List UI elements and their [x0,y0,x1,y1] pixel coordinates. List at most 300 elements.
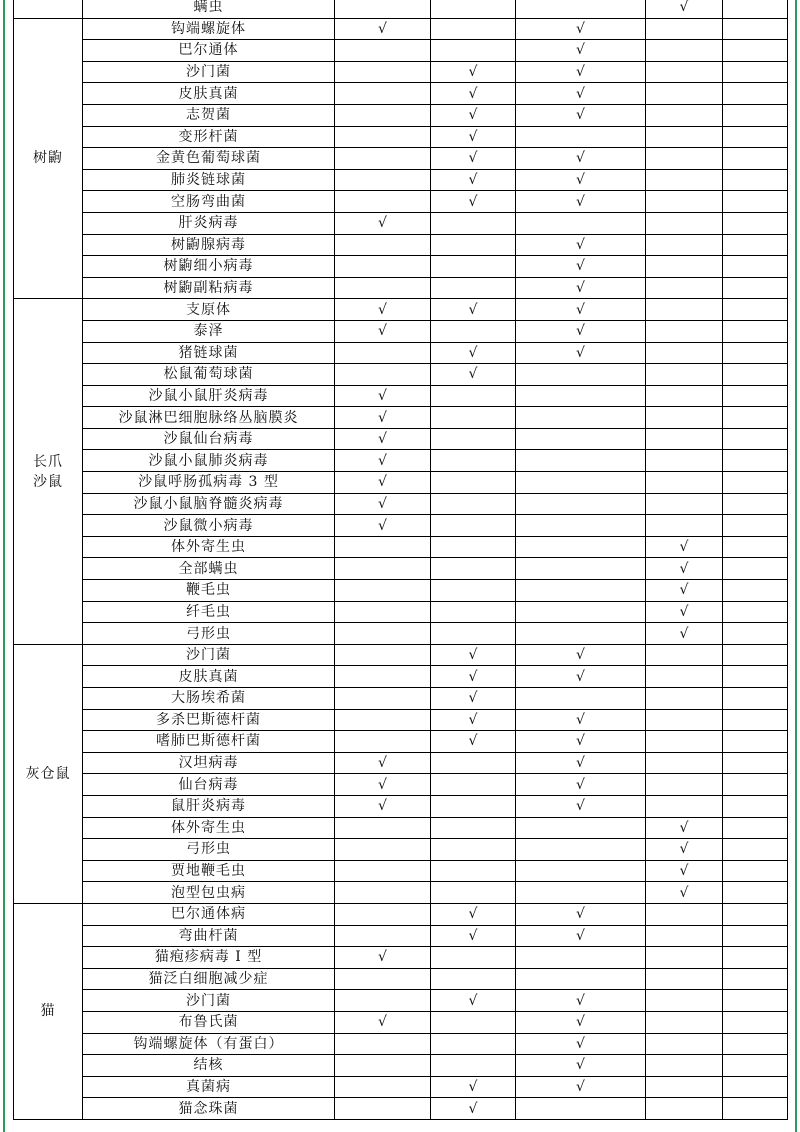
check-cell [516,0,646,18]
check-mark-icon: √ [468,1100,478,1117]
table-row [14,299,788,321]
check-cell [646,40,723,62]
table-row [14,536,788,558]
check-cell [516,860,646,882]
check-cell [431,169,516,191]
check-cell [723,277,788,299]
check-cell [335,968,431,990]
check-cell [335,256,431,278]
check-cell [516,364,646,386]
table-row [14,407,788,429]
table-row [14,688,788,710]
check-cell [723,1011,788,1033]
check-cell [335,126,431,148]
pathogen-monitoring-table [13,0,788,1120]
check-mark-icon: √ [576,301,585,318]
check-cell [723,320,788,342]
check-cell [431,536,516,558]
check-cell [431,61,516,83]
check-cell [723,385,788,407]
pathogen-name-cell: 皮肤真菌 [83,666,335,688]
check-cell [335,0,431,18]
pathogen-name-cell: 猫念珠菌 [83,1098,335,1120]
check-cell [431,0,516,18]
pathogen-name-cell: 沙鼠微小病毒 [83,515,335,537]
left-page-rule [3,0,5,1132]
check-cell [646,990,723,1012]
pathogen-name-cell: 树鼩腺病毒 [83,234,335,256]
check-cell [723,688,788,710]
check-cell [723,580,788,602]
check-mark-icon: √ [576,20,585,37]
pathogen-name-cell: 金黄色葡萄球菌 [83,148,335,170]
table-row [14,277,788,299]
check-cell [646,882,723,904]
check-mark-icon: √ [468,733,478,750]
check-cell [646,1076,723,1098]
pathogen-name-cell: 沙鼠淋巴细胞脉络丛脑膜炎 [83,407,335,429]
check-mark-icon: √ [576,42,585,59]
table-row [14,1055,788,1077]
check-mark-icon: √ [576,992,585,1009]
check-cell [723,61,788,83]
table-row [14,947,788,969]
check-cell [646,1011,723,1033]
check-cell [516,709,646,731]
check-cell [646,234,723,256]
check-mark-icon: √ [576,1057,585,1074]
pathogen-name-cell: 体外寄生虫 [83,817,335,839]
pathogen-name-cell: 树鼩细小病毒 [83,256,335,278]
check-cell [723,601,788,623]
check-cell [431,104,516,126]
check-cell [431,817,516,839]
check-cell [431,1033,516,1055]
check-cell [723,169,788,191]
check-cell [516,83,646,105]
check-cell [723,407,788,429]
pathogen-name-cell: 大肠埃希菌 [83,688,335,710]
check-cell [723,925,788,947]
check-cell [646,601,723,623]
check-mark-icon: √ [679,863,689,880]
check-cell [431,493,516,515]
check-mark-icon: √ [468,172,478,189]
check-cell [646,731,723,753]
check-cell [516,817,646,839]
check-cell [723,536,788,558]
check-mark-icon: √ [378,949,387,966]
check-cell [335,731,431,753]
check-mark-icon: √ [679,539,689,556]
pathogen-name-cell: 仙台病毒 [83,774,335,796]
check-cell [431,990,516,1012]
table-row [14,428,788,450]
table-row [14,191,788,213]
check-cell [723,774,788,796]
check-cell [431,450,516,472]
check-cell [516,472,646,494]
check-cell [516,212,646,234]
table-row [14,450,788,472]
check-cell [431,364,516,386]
table-row [14,212,788,234]
check-cell [431,666,516,688]
pathogen-name-cell: 沙门菌 [83,644,335,666]
check-cell [335,947,431,969]
check-mark-icon: √ [378,409,387,426]
check-cell [723,947,788,969]
check-cell [646,299,723,321]
pathogen-name-cell: 沙鼠呼肠孤病毒 3 型 [83,472,335,494]
check-cell [431,839,516,861]
check-mark-icon: √ [576,1078,585,1095]
check-cell [335,1055,431,1077]
table-row [14,61,788,83]
check-cell [335,688,431,710]
table-row [14,385,788,407]
check-mark-icon: √ [679,603,689,620]
check-cell [335,450,431,472]
check-mark-icon: √ [378,798,387,815]
pathogen-name-cell: 布鲁氏菌 [83,1011,335,1033]
check-mark-icon: √ [576,647,585,664]
check-cell [646,0,723,18]
check-cell [516,731,646,753]
check-cell [431,40,516,62]
check-cell [335,212,431,234]
check-cell [723,558,788,580]
check-cell [646,169,723,191]
pathogen-name-cell: 泡型包虫病 [83,882,335,904]
pathogen-name-cell: 沙鼠小鼠肺炎病毒 [83,450,335,472]
check-mark-icon: √ [378,452,387,469]
pathogen-name-cell: 弓形虫 [83,623,335,645]
check-mark-icon: √ [576,1014,585,1031]
check-cell [646,752,723,774]
check-cell [646,947,723,969]
check-cell [516,1055,646,1077]
pathogen-name-cell: 沙鼠小鼠肝炎病毒 [83,385,335,407]
table-row [14,40,788,62]
check-cell [431,1098,516,1120]
check-mark-icon: √ [679,819,689,836]
pathogen-name-cell: 多杀巴斯德杆菌 [83,709,335,731]
check-cell [646,493,723,515]
check-cell [646,212,723,234]
check-mark-icon: √ [576,107,585,124]
table-row [14,320,788,342]
check-mark-icon: √ [679,582,689,599]
check-cell [516,903,646,925]
pathogen-name-cell: 树鼩副粘病毒 [83,277,335,299]
species-group-label: 树鼩 [14,18,83,299]
check-cell [335,428,431,450]
check-cell [516,256,646,278]
table-row [14,169,788,191]
check-cell [646,1033,723,1055]
check-cell [431,407,516,429]
table-row [14,104,788,126]
check-cell [516,515,646,537]
check-mark-icon: √ [576,150,585,167]
pathogen-name-cell: 纤毛虫 [83,601,335,623]
species-group-label: 长爪 沙鼠 [14,299,83,645]
check-cell [516,839,646,861]
check-cell [431,342,516,364]
check-cell [516,126,646,148]
check-cell [516,428,646,450]
check-cell [335,817,431,839]
check-mark-icon: √ [576,755,585,772]
table-row [14,234,788,256]
pathogen-name-cell: 真菌病 [83,1076,335,1098]
check-cell [646,688,723,710]
check-mark-icon: √ [378,387,387,404]
check-cell [335,990,431,1012]
pathogen-name-cell: 沙门菌 [83,61,335,83]
table-row [14,342,788,364]
check-mark-icon: √ [468,193,478,210]
check-cell [431,709,516,731]
check-mark-icon: √ [468,1078,478,1095]
check-cell [516,688,646,710]
pathogen-name-cell: 全部螨虫 [83,558,335,580]
check-cell [335,83,431,105]
check-cell [646,256,723,278]
check-cell [516,385,646,407]
table-row [14,580,788,602]
check-cell [431,925,516,947]
check-cell [516,990,646,1012]
check-cell [335,515,431,537]
check-mark-icon: √ [576,85,585,102]
check-cell [646,795,723,817]
table-row [14,752,788,774]
check-cell [646,774,723,796]
check-cell [431,18,516,40]
pathogen-name-cell: 猫泛白细胞减少症 [83,968,335,990]
check-mark-icon: √ [576,711,585,728]
check-cell [723,623,788,645]
pathogen-name-cell: 松鼠葡萄球菌 [83,364,335,386]
check-mark-icon: √ [468,668,478,685]
check-cell [516,795,646,817]
check-cell [335,320,431,342]
check-cell [646,817,723,839]
check-cell [723,795,788,817]
check-cell [431,580,516,602]
check-cell [431,234,516,256]
check-cell [431,968,516,990]
table-row [14,256,788,278]
check-cell [431,947,516,969]
check-cell [431,644,516,666]
check-cell [335,709,431,731]
check-cell [723,493,788,515]
check-cell [516,299,646,321]
check-cell [646,61,723,83]
check-cell [646,623,723,645]
check-mark-icon: √ [576,193,585,210]
check-mark-icon: √ [576,733,585,750]
check-cell [516,1098,646,1120]
check-cell [646,83,723,105]
check-mark-icon: √ [378,474,387,491]
check-cell [335,18,431,40]
check-cell [646,385,723,407]
check-cell [516,18,646,40]
table-row [14,709,788,731]
check-cell [335,666,431,688]
check-mark-icon: √ [468,107,478,124]
pathogen-name-cell: 沙门菌 [83,990,335,1012]
pathogen-name-cell: 弯曲杆菌 [83,925,335,947]
check-mark-icon: √ [468,344,478,361]
table-body [14,0,788,1119]
check-mark-icon: √ [576,344,585,361]
table-row [14,839,788,861]
pathogen-name-cell: 体外寄生虫 [83,536,335,558]
pathogen-name-cell: 沙鼠仙台病毒 [83,428,335,450]
check-cell [646,277,723,299]
check-cell [723,1076,788,1098]
check-cell [431,320,516,342]
check-cell [723,515,788,537]
check-mark-icon: √ [576,280,585,297]
check-mark-icon: √ [378,20,387,37]
check-cell [335,644,431,666]
check-mark-icon: √ [468,85,478,102]
check-cell [335,601,431,623]
pathogen-name-cell: 巴尔通体 [83,40,335,62]
table-row [14,148,788,170]
table-row [14,731,788,753]
check-cell [516,1033,646,1055]
check-cell [646,1055,723,1077]
check-cell [723,256,788,278]
table-row [14,666,788,688]
check-cell [516,968,646,990]
check-cell [516,191,646,213]
species-group-label: 猫 [14,903,83,1119]
check-cell [646,472,723,494]
check-cell [516,774,646,796]
check-cell [431,256,516,278]
species-group-label [14,0,83,18]
pathogen-name-cell: 志贺菌 [83,104,335,126]
check-mark-icon: √ [576,798,585,815]
check-cell [335,1011,431,1033]
table-row [14,860,788,882]
check-cell [516,536,646,558]
check-mark-icon: √ [378,517,387,534]
check-cell [431,277,516,299]
check-cell [723,83,788,105]
table-row [14,817,788,839]
check-mark-icon: √ [378,215,387,232]
table-row [14,83,788,105]
check-cell [335,558,431,580]
check-cell [431,860,516,882]
check-cell [335,234,431,256]
check-mark-icon: √ [468,64,478,81]
pathogen-name-cell: 猫疱疹病毒 I 型 [83,947,335,969]
pathogen-name-cell: 肝炎病毒 [83,212,335,234]
check-cell [723,731,788,753]
check-mark-icon: √ [468,711,478,728]
check-cell [516,342,646,364]
check-cell [335,148,431,170]
check-cell [723,148,788,170]
table-row [14,1011,788,1033]
table-row [14,1033,788,1055]
check-cell [516,407,646,429]
check-cell [516,752,646,774]
check-cell [723,104,788,126]
check-cell [723,450,788,472]
check-cell [335,774,431,796]
check-cell [646,709,723,731]
check-cell [516,320,646,342]
check-cell [335,385,431,407]
check-cell [335,903,431,925]
check-cell [335,169,431,191]
check-cell [646,450,723,472]
check-cell [335,407,431,429]
pathogen-name-cell: 鞭毛虫 [83,580,335,602]
table-row [14,968,788,990]
check-cell [431,126,516,148]
check-cell [335,61,431,83]
pathogen-name-cell: 鼠肝炎病毒 [83,795,335,817]
table-row [14,18,788,40]
check-cell [646,968,723,990]
check-cell [646,839,723,861]
check-mark-icon: √ [468,150,478,167]
check-mark-icon: √ [468,647,478,664]
check-cell [723,1098,788,1120]
check-cell [431,83,516,105]
check-cell [335,277,431,299]
check-cell [723,0,788,18]
check-cell [516,148,646,170]
check-cell [516,61,646,83]
check-cell [516,882,646,904]
pathogen-name-cell: 猪链球菌 [83,342,335,364]
table-row [14,925,788,947]
table-row [14,774,788,796]
check-cell [723,191,788,213]
check-cell [723,839,788,861]
check-cell [723,990,788,1012]
check-mark-icon: √ [576,323,585,340]
table-row [14,882,788,904]
check-cell [431,752,516,774]
check-mark-icon: √ [468,690,478,707]
check-cell [431,623,516,645]
check-cell [431,191,516,213]
pathogen-name-cell: 泰泽 [83,320,335,342]
check-cell [516,580,646,602]
pathogen-name-cell: 肺炎链球菌 [83,169,335,191]
check-mark-icon: √ [378,431,387,448]
check-mark-icon: √ [468,927,478,944]
check-cell [516,1011,646,1033]
check-cell [516,277,646,299]
check-cell [516,947,646,969]
pathogen-name-cell: 变形杆菌 [83,126,335,148]
